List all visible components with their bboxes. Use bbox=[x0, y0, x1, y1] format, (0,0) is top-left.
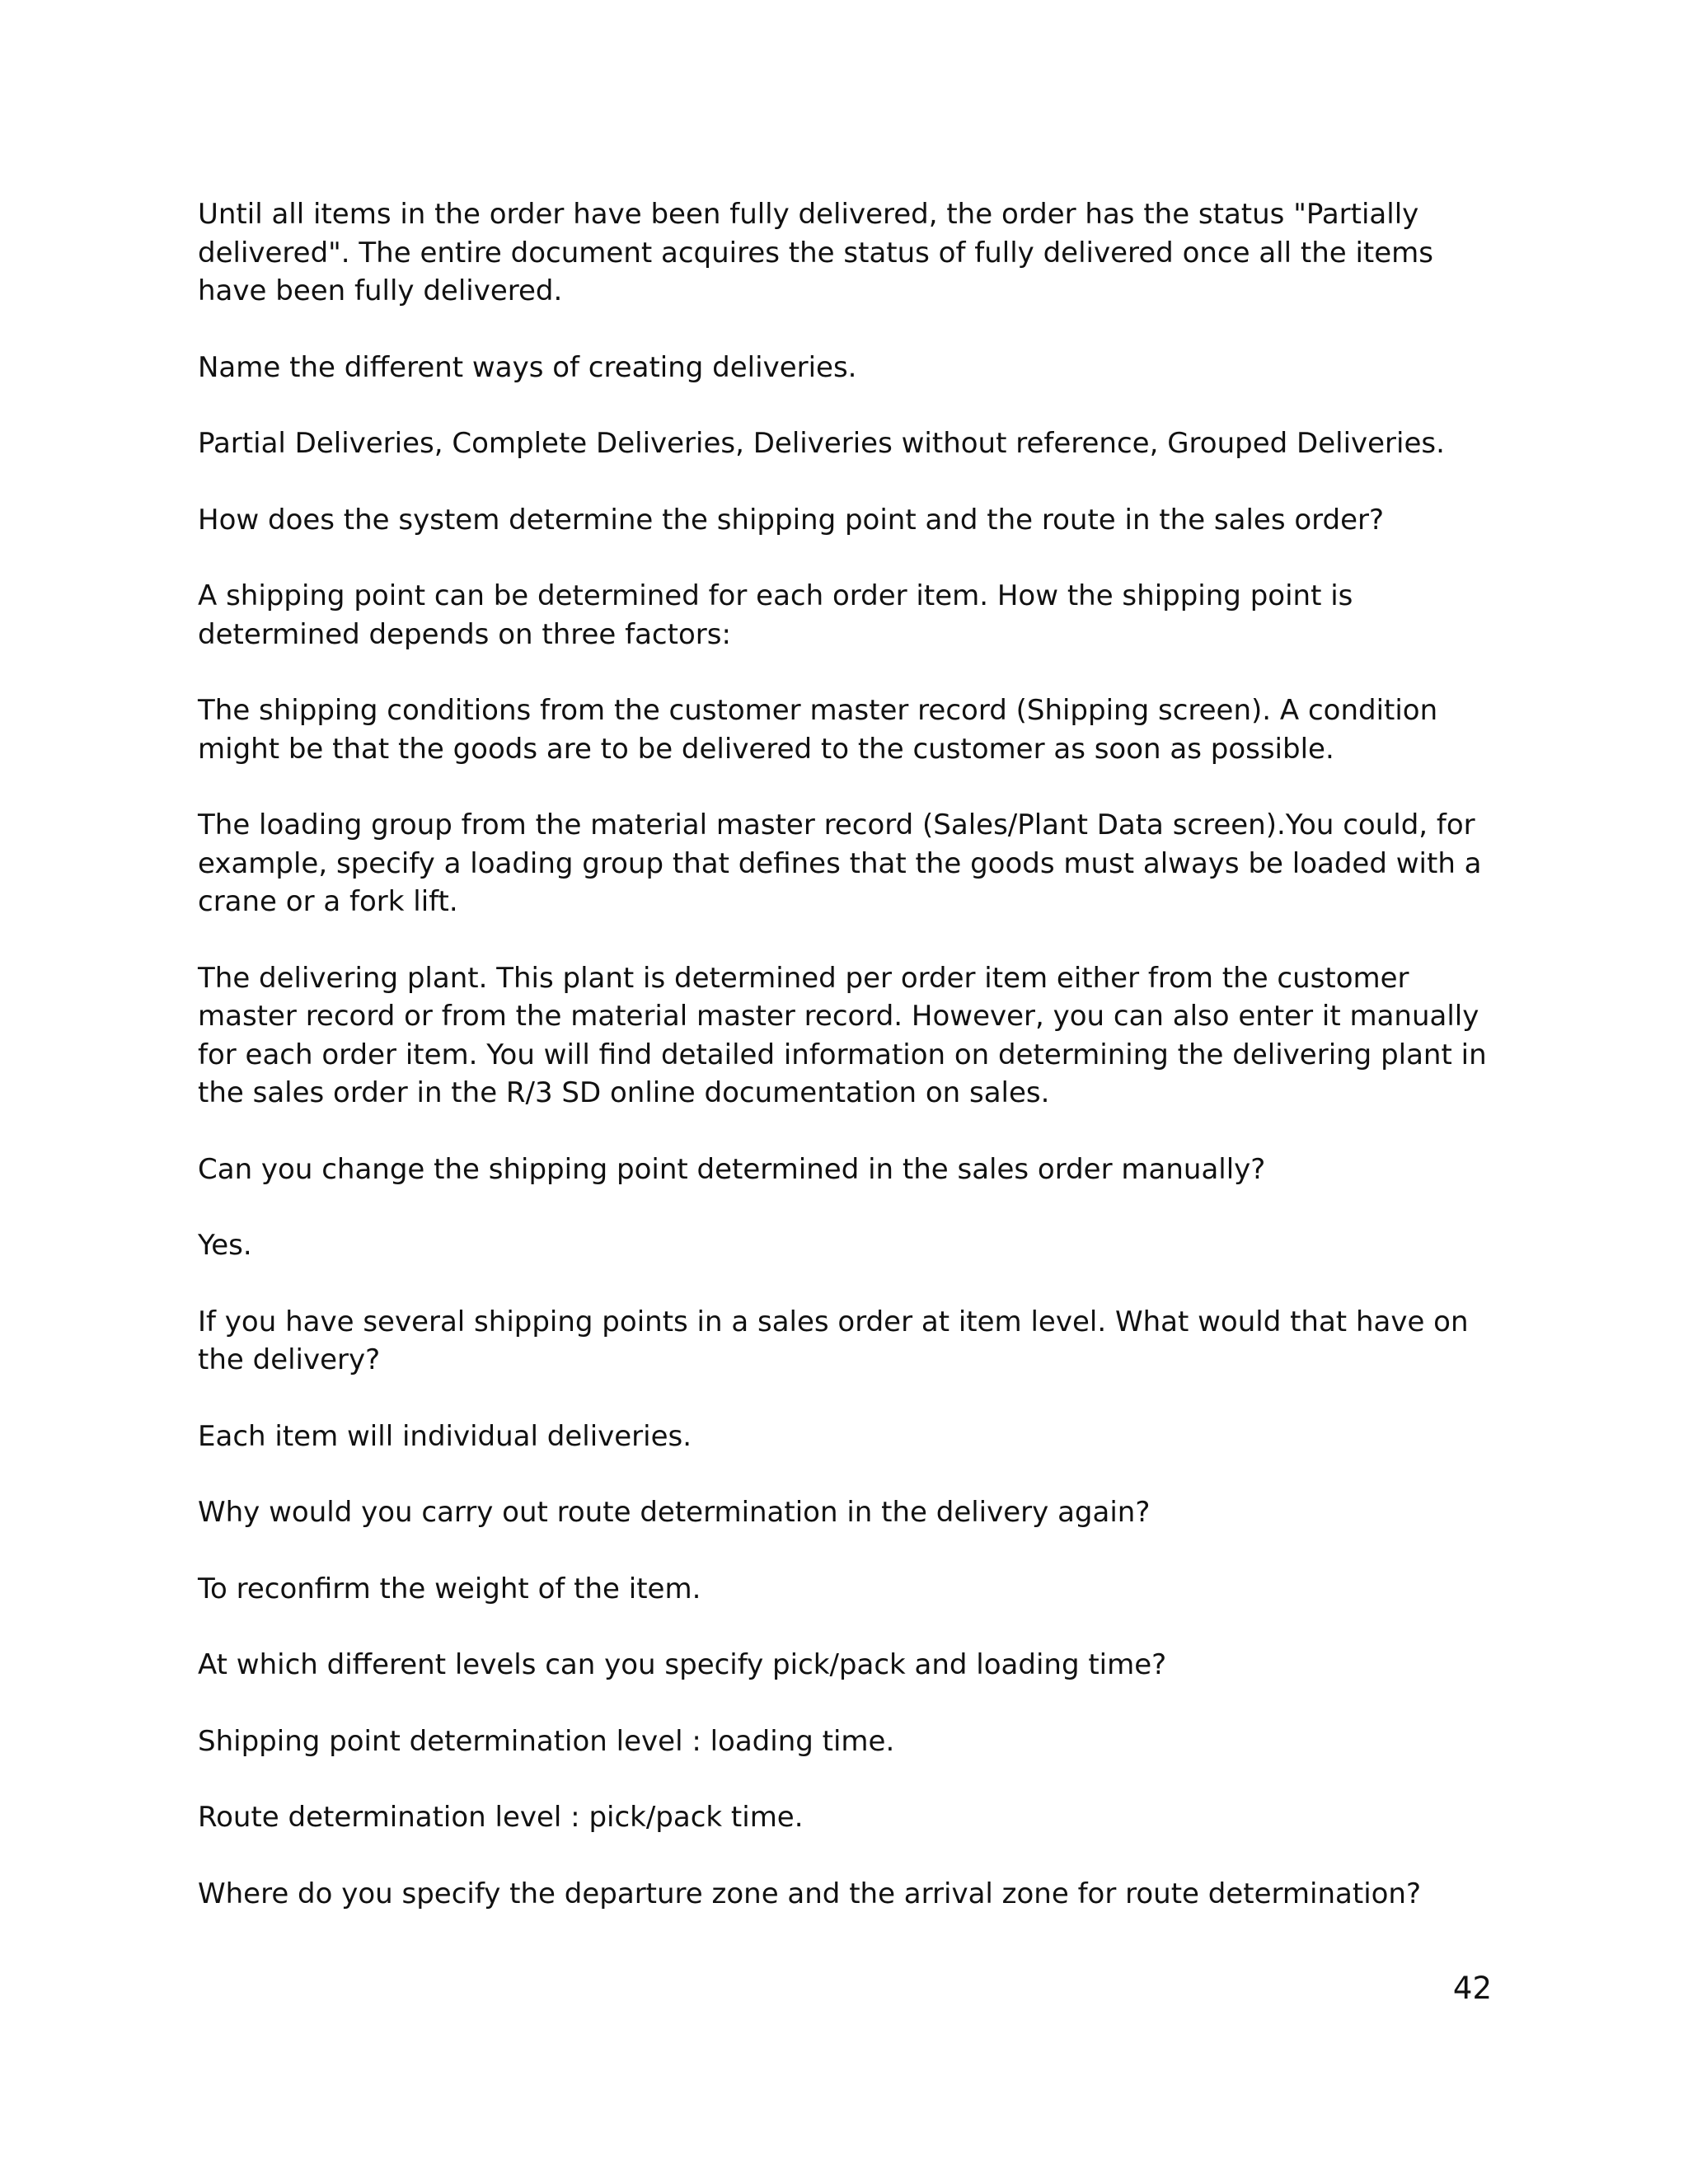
question-pick-pack-loading-levels: At which different levels can you specify pick/pack and loading time? bbox=[198, 1648, 1167, 1681]
question-departure-arrival-zone: Where do you specify the departure zone and the arrival zone for route determination? bbox=[198, 1877, 1422, 1910]
answer-individual-deliveries: Each item will individual deliveries. bbox=[198, 1419, 692, 1453]
paragraph-status-partially-delivered: Until all items in the order have been fully delivered, the order has the status "Partially delivered". The entire document acquires the status of fully delivered once all the items have been fully delivered. bbox=[198, 198, 1434, 307]
factor-shipping-conditions: The shipping conditions from the customer master record (Shipping screen). A condition might be that the goods are to be delivered to the customer as soon as possible. bbox=[198, 694, 1438, 766]
factor-loading-group: The loading group from the material master record (Sales/Plant Data screen).You could, for example, specify a loading group that defines that the goods must always be loaded with a crane or a fork lift. bbox=[198, 808, 1482, 918]
page-number: 42 bbox=[1452, 1971, 1492, 2006]
answer-reconfirm-weight: To reconfirm the weight of the item. bbox=[198, 1572, 701, 1605]
answer-pick-pack-time-level: Route determination level : pick/pack time. bbox=[198, 1801, 804, 1834]
question-shipping-point-and-route: How does the system determine the shipping point and the route in the sales order? bbox=[198, 503, 1385, 537]
question-change-shipping-point: Can you change the shipping point determined in the sales order manually? bbox=[198, 1152, 1266, 1186]
page-body bbox=[198, 195, 1500, 1951]
answer-loading-time-level: Shipping point determination level : loading time. bbox=[198, 1724, 895, 1758]
question-route-determination-again: Why would you carry out route determination in the delivery again? bbox=[198, 1496, 1151, 1529]
answer-shipping-point-factors: A shipping point can be determined for each order item. How the shipping point is determined depends on three factors: bbox=[198, 579, 1353, 651]
answer-delivery-types: Partial Deliveries, Complete Deliveries, Deliveries without reference, Grouped Deliveries. bbox=[198, 427, 1445, 460]
answer-yes: Yes. bbox=[198, 1229, 252, 1262]
question-ways-of-creating-deliveries: Name the different ways of creating deliveries. bbox=[198, 350, 857, 384]
factor-delivering-plant: The delivering plant. This plant is determined per order item either from the customer master record or from the material master record. However, you can also enter it manually for each order item. You will find detailed information on determining the delivering plant in the sales order in the R/3 SD online documentation on sales. bbox=[198, 961, 1487, 1109]
question-several-shipping-points: If you have several shipping points in a sales order at item level. What would that have on the delivery? bbox=[198, 1305, 1469, 1376]
